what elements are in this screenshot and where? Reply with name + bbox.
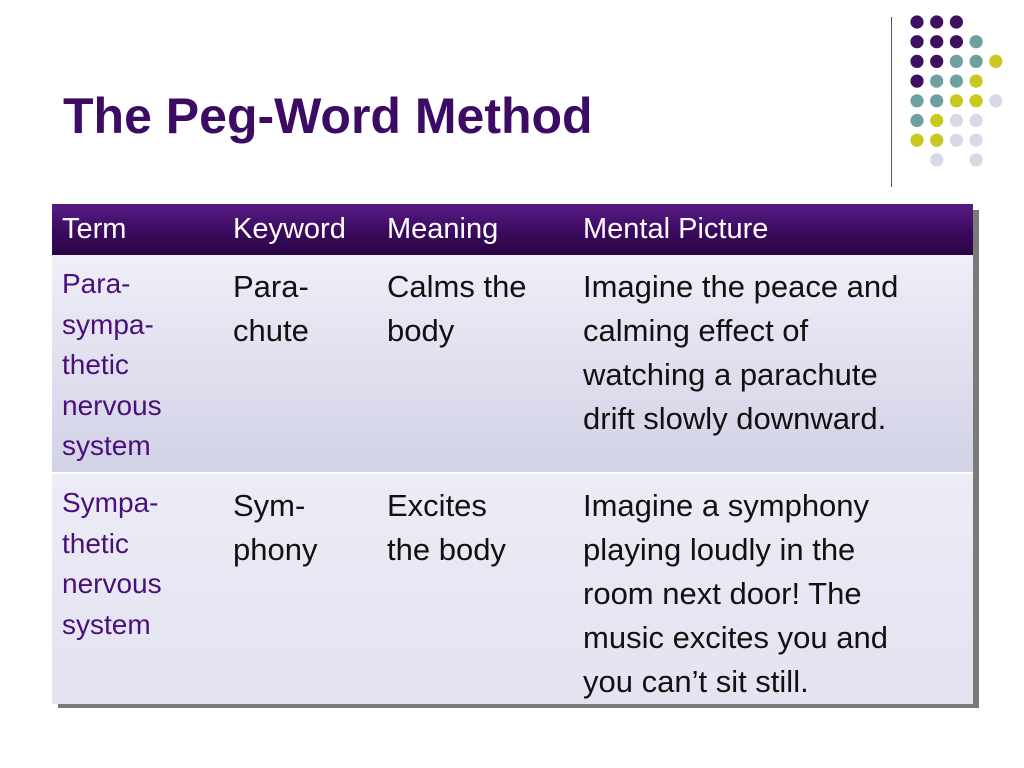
decorative-dot [970, 153, 983, 166]
decorative-dot [930, 55, 943, 68]
decorative-dot [950, 55, 963, 68]
decorative-dot [970, 94, 983, 107]
picture-line: playing loudly in the [583, 532, 856, 567]
term-line: system [62, 430, 151, 461]
mental-picture-cell [573, 473, 973, 704]
picture-line: you can’t sit still. [583, 664, 809, 699]
picture-line: Imagine the peace and [583, 269, 899, 304]
peg-word-table [52, 204, 973, 704]
term-line: thetic [62, 527, 129, 559]
header-term: Term [52, 204, 223, 255]
decorative-dot [910, 75, 923, 88]
slide-title: The Peg-Word Method [63, 88, 593, 144]
term-line: Sympa- [62, 487, 159, 518]
table-row [52, 473, 973, 704]
keyword-line: chute [233, 313, 309, 348]
decorative-dot [970, 35, 983, 48]
decorative-dot [950, 75, 963, 88]
decorative-dot [930, 15, 943, 28]
meaning-line: Calms the [387, 269, 527, 304]
table-header-row [52, 204, 973, 255]
meaning-cell [377, 255, 573, 473]
keyword-line: Sym- [233, 488, 306, 523]
decorative-dot [930, 134, 943, 147]
header-keyword: Keyword [223, 204, 377, 255]
decorative-dot [950, 35, 963, 48]
decorative-dot [989, 94, 1002, 107]
decorative-dot [970, 114, 983, 127]
mental-picture-cell [573, 255, 973, 473]
decorative-dot [950, 94, 963, 107]
decorative-dot [950, 134, 963, 147]
term-line: sympa- [62, 308, 154, 340]
picture-line: music excites you and [583, 620, 888, 655]
meaning-line: body [387, 313, 455, 348]
decorative-dot [989, 55, 1002, 68]
decorative-dot [930, 94, 943, 107]
header-meaning: Meaning [377, 204, 573, 255]
decorative-dot [930, 75, 943, 88]
term-line: nervous [62, 568, 162, 599]
picture-line: Imagine a symphony [583, 488, 870, 523]
keyword-line: Para- [233, 269, 309, 304]
decorative-dot [910, 55, 923, 68]
meaning-line: the body [387, 532, 506, 567]
decorative-dot [950, 114, 963, 127]
term-cell [52, 255, 223, 473]
term-line: nervous [62, 389, 162, 421]
term-line: Para- [62, 268, 131, 299]
header-mental-picture: Mental Picture [573, 204, 973, 255]
term-line: thetic [62, 349, 129, 380]
decorative-dot [930, 35, 943, 48]
picture-line: drift slowly downward. [583, 401, 887, 436]
decorative-dot [910, 114, 923, 127]
peg-word-table-container [52, 204, 973, 702]
keyword-cell [223, 255, 377, 473]
picture-line: calming effect of [583, 313, 809, 348]
picture-line: watching a parachute [583, 357, 878, 392]
picture-line: room next door! The [583, 576, 862, 611]
decorative-dot-grid [0, 0, 1024, 200]
meaning-line: Excites [387, 488, 487, 523]
decorative-dot [930, 153, 943, 166]
decorative-dot [910, 134, 923, 147]
term-line: system [62, 608, 151, 640]
decorative-dot [930, 114, 943, 127]
keyword-cell [223, 473, 377, 704]
meaning-cell [377, 473, 573, 704]
keyword-line: phony [233, 532, 318, 567]
decorative-dot [970, 55, 983, 68]
decorative-dot [970, 134, 983, 147]
decorative-dot [910, 15, 923, 28]
decorative-dot [910, 94, 923, 107]
decorative-dot [950, 15, 963, 28]
table-row [52, 255, 973, 473]
decorative-dot [970, 75, 983, 88]
term-cell [52, 473, 223, 704]
decorative-dot [910, 35, 923, 48]
